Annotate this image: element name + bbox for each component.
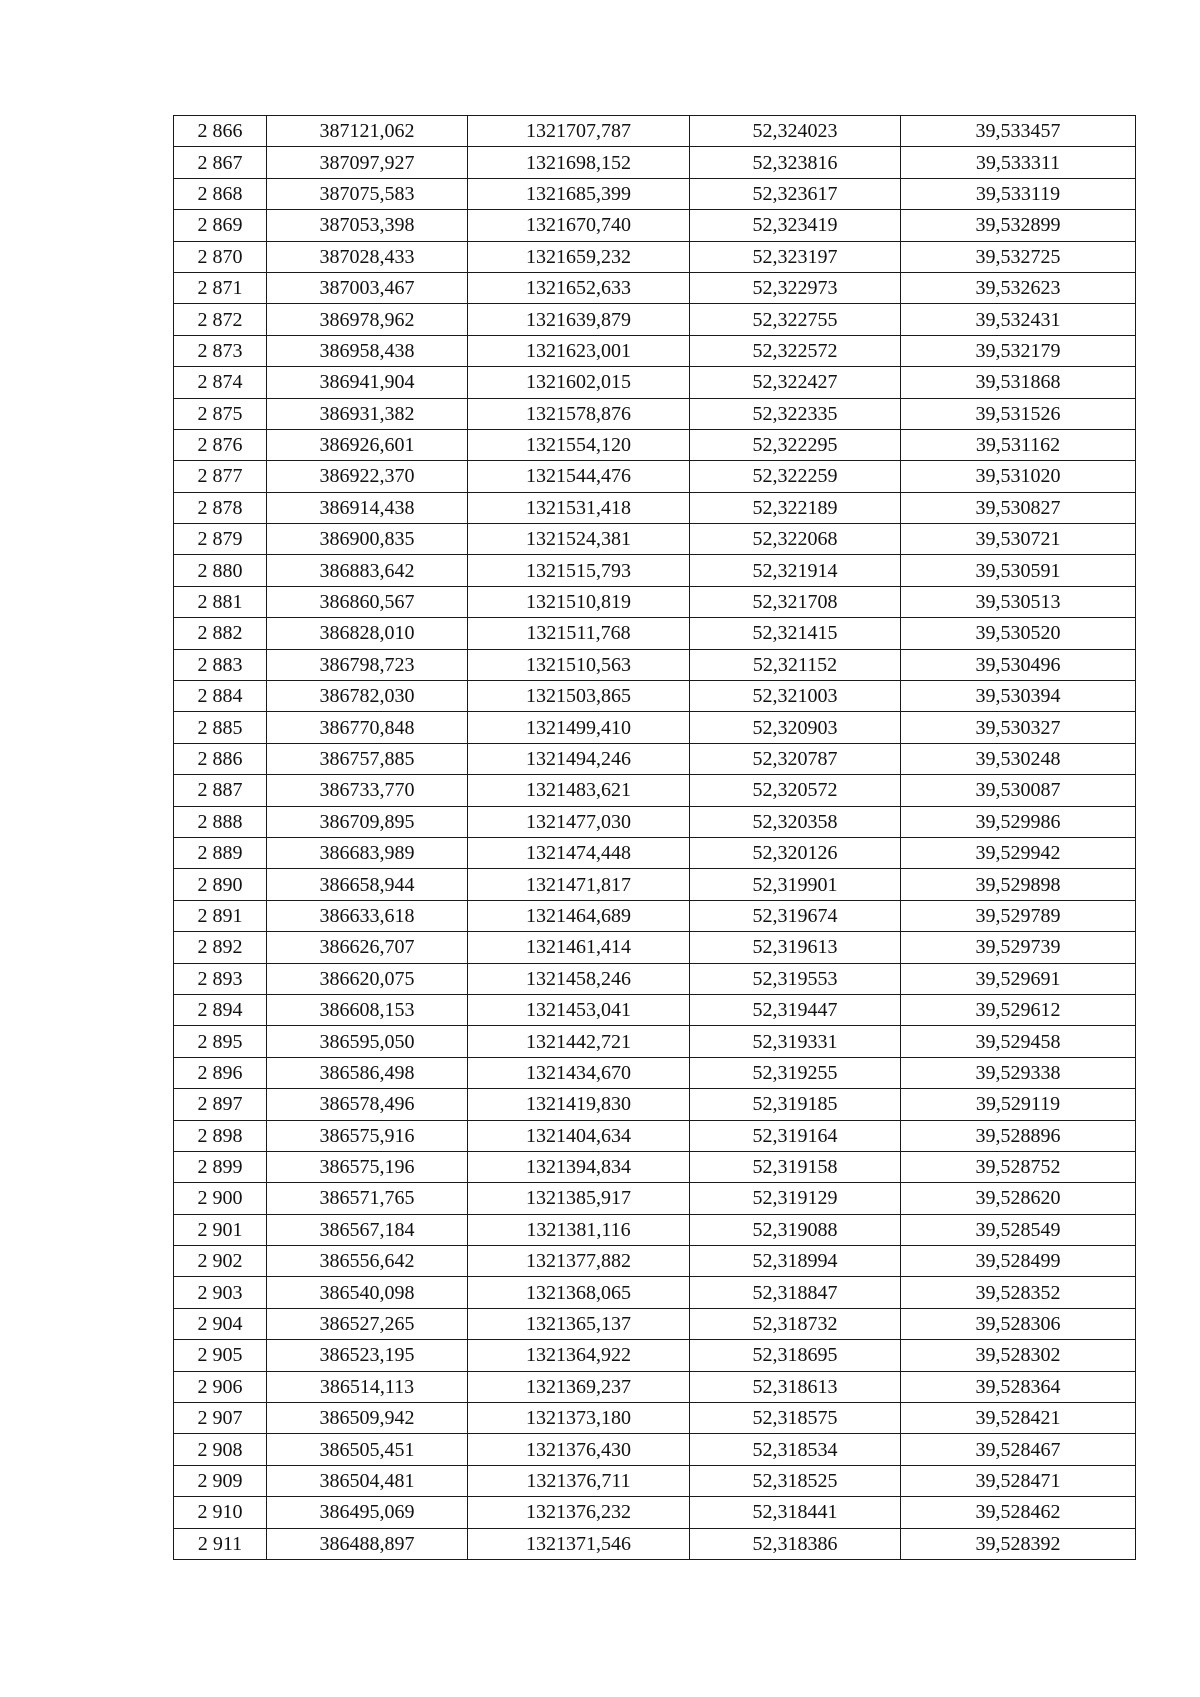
- point-number-cell: 2 903: [174, 1277, 267, 1308]
- longitude-cell: 39,530496: [901, 649, 1136, 680]
- latitude-cell: 52,318525: [690, 1465, 901, 1496]
- point-number-cell: 2 874: [174, 367, 267, 398]
- y-coordinate-cell: 1321510,563: [468, 649, 690, 680]
- table-row: [174, 335, 1136, 366]
- latitude-cell: 52,322259: [690, 461, 901, 492]
- longitude-cell: 39,528364: [901, 1371, 1136, 1402]
- longitude-cell: 39,528549: [901, 1214, 1136, 1245]
- y-coordinate-cell: 1321434,670: [468, 1057, 690, 1088]
- latitude-cell: 52,318732: [690, 1308, 901, 1339]
- y-coordinate-cell: 1321554,120: [468, 429, 690, 460]
- y-coordinate-cell: 1321483,621: [468, 775, 690, 806]
- x-coordinate-cell: 386828,010: [267, 618, 468, 649]
- point-number-cell: 2 909: [174, 1465, 267, 1496]
- table-row: [174, 241, 1136, 272]
- point-number-cell: 2 881: [174, 586, 267, 617]
- x-coordinate-cell: 386505,451: [267, 1434, 468, 1465]
- longitude-cell: 39,530513: [901, 586, 1136, 617]
- table-row: [174, 1057, 1136, 1088]
- latitude-cell: 52,318994: [690, 1246, 901, 1277]
- latitude-cell: 52,323816: [690, 147, 901, 178]
- y-coordinate-cell: 1321707,787: [468, 116, 690, 147]
- point-number-cell: 2 883: [174, 649, 267, 680]
- y-coordinate-cell: 1321659,232: [468, 241, 690, 272]
- longitude-cell: 39,528499: [901, 1246, 1136, 1277]
- latitude-cell: 52,318534: [690, 1434, 901, 1465]
- latitude-cell: 52,322572: [690, 335, 901, 366]
- latitude-cell: 52,320903: [690, 712, 901, 743]
- latitude-cell: 52,318386: [690, 1528, 901, 1559]
- y-coordinate-cell: 1321474,448: [468, 837, 690, 868]
- y-coordinate-cell: 1321368,065: [468, 1277, 690, 1308]
- x-coordinate-cell: 387003,467: [267, 272, 468, 303]
- x-coordinate-cell: 386922,370: [267, 461, 468, 492]
- longitude-cell: 39,529458: [901, 1026, 1136, 1057]
- table-row: [174, 1214, 1136, 1245]
- x-coordinate-cell: 386757,885: [267, 743, 468, 774]
- x-coordinate-cell: 386571,765: [267, 1183, 468, 1214]
- y-coordinate-cell: 1321364,922: [468, 1340, 690, 1371]
- latitude-cell: 52,321708: [690, 586, 901, 617]
- longitude-cell: 39,530827: [901, 492, 1136, 523]
- x-coordinate-cell: 386683,989: [267, 837, 468, 868]
- table-row: [174, 1183, 1136, 1214]
- point-number-cell: 2 895: [174, 1026, 267, 1057]
- point-number-cell: 2 876: [174, 429, 267, 460]
- y-coordinate-cell: 1321510,819: [468, 586, 690, 617]
- latitude-cell: 52,322189: [690, 492, 901, 523]
- x-coordinate-cell: 386941,904: [267, 367, 468, 398]
- x-coordinate-cell: 386782,030: [267, 681, 468, 712]
- longitude-cell: 39,529789: [901, 900, 1136, 931]
- table-row: [174, 1403, 1136, 1434]
- longitude-cell: 39,531868: [901, 367, 1136, 398]
- x-coordinate-cell: 386556,642: [267, 1246, 468, 1277]
- latitude-cell: 52,318441: [690, 1497, 901, 1528]
- latitude-cell: 52,322755: [690, 304, 901, 335]
- table-row: [174, 837, 1136, 868]
- longitude-cell: 39,533311: [901, 147, 1136, 178]
- latitude-cell: 52,324023: [690, 116, 901, 147]
- table-row: [174, 963, 1136, 994]
- table-row: [174, 492, 1136, 523]
- latitude-cell: 52,319674: [690, 900, 901, 931]
- y-coordinate-cell: 1321494,246: [468, 743, 690, 774]
- point-number-cell: 2 910: [174, 1497, 267, 1528]
- table-row: [174, 743, 1136, 774]
- longitude-cell: 39,531020: [901, 461, 1136, 492]
- point-number-cell: 2 885: [174, 712, 267, 743]
- longitude-cell: 39,530394: [901, 681, 1136, 712]
- longitude-cell: 39,529986: [901, 806, 1136, 837]
- y-coordinate-cell: 1321453,041: [468, 994, 690, 1025]
- point-number-cell: 2 871: [174, 272, 267, 303]
- y-coordinate-cell: 1321623,001: [468, 335, 690, 366]
- y-coordinate-cell: 1321381,116: [468, 1214, 690, 1245]
- table-row: [174, 1120, 1136, 1151]
- y-coordinate-cell: 1321461,414: [468, 932, 690, 963]
- table-row: [174, 1151, 1136, 1182]
- table-row: [174, 524, 1136, 555]
- y-coordinate-cell: 1321511,768: [468, 618, 690, 649]
- table-row: [174, 555, 1136, 586]
- point-number-cell: 2 875: [174, 398, 267, 429]
- point-number-cell: 2 872: [174, 304, 267, 335]
- x-coordinate-cell: 386733,770: [267, 775, 468, 806]
- longitude-cell: 39,528302: [901, 1340, 1136, 1371]
- table-row: [174, 586, 1136, 617]
- table-row: [174, 806, 1136, 837]
- x-coordinate-cell: 386926,601: [267, 429, 468, 460]
- x-coordinate-cell: 386914,438: [267, 492, 468, 523]
- y-coordinate-cell: 1321685,399: [468, 178, 690, 209]
- latitude-cell: 52,322973: [690, 272, 901, 303]
- longitude-cell: 39,528392: [901, 1528, 1136, 1559]
- latitude-cell: 52,319255: [690, 1057, 901, 1088]
- y-coordinate-cell: 1321503,865: [468, 681, 690, 712]
- y-coordinate-cell: 1321376,232: [468, 1497, 690, 1528]
- point-number-cell: 2 884: [174, 681, 267, 712]
- y-coordinate-cell: 1321442,721: [468, 1026, 690, 1057]
- longitude-cell: 39,528462: [901, 1497, 1136, 1528]
- y-coordinate-cell: 1321477,030: [468, 806, 690, 837]
- table-row: [174, 775, 1136, 806]
- latitude-cell: 52,318695: [690, 1340, 901, 1371]
- y-coordinate-cell: 1321639,879: [468, 304, 690, 335]
- longitude-cell: 39,531162: [901, 429, 1136, 460]
- table-row: [174, 1277, 1136, 1308]
- table-row: [174, 994, 1136, 1025]
- x-coordinate-cell: 386798,723: [267, 649, 468, 680]
- longitude-cell: 39,533119: [901, 178, 1136, 209]
- x-coordinate-cell: 386509,942: [267, 1403, 468, 1434]
- point-number-cell: 2 904: [174, 1308, 267, 1339]
- latitude-cell: 52,318613: [690, 1371, 901, 1402]
- longitude-cell: 39,528471: [901, 1465, 1136, 1496]
- table-row: [174, 461, 1136, 492]
- x-coordinate-cell: 386575,196: [267, 1151, 468, 1182]
- latitude-cell: 52,318575: [690, 1403, 901, 1434]
- x-coordinate-cell: 386626,707: [267, 932, 468, 963]
- longitude-cell: 39,529942: [901, 837, 1136, 868]
- latitude-cell: 52,319164: [690, 1120, 901, 1151]
- longitude-cell: 39,528306: [901, 1308, 1136, 1339]
- longitude-cell: 39,532725: [901, 241, 1136, 272]
- y-coordinate-cell: 1321652,633: [468, 272, 690, 303]
- x-coordinate-cell: 386527,265: [267, 1308, 468, 1339]
- longitude-cell: 39,530520: [901, 618, 1136, 649]
- longitude-cell: 39,529612: [901, 994, 1136, 1025]
- longitude-cell: 39,528467: [901, 1434, 1136, 1465]
- x-coordinate-cell: 386540,098: [267, 1277, 468, 1308]
- table-row: [174, 1026, 1136, 1057]
- x-coordinate-cell: 386658,944: [267, 869, 468, 900]
- longitude-cell: 39,530087: [901, 775, 1136, 806]
- point-number-cell: 2 869: [174, 210, 267, 241]
- x-coordinate-cell: 386770,848: [267, 712, 468, 743]
- point-number-cell: 2 899: [174, 1151, 267, 1182]
- x-coordinate-cell: 386514,113: [267, 1371, 468, 1402]
- longitude-cell: 39,529739: [901, 932, 1136, 963]
- point-number-cell: 2 900: [174, 1183, 267, 1214]
- x-coordinate-cell: 386958,438: [267, 335, 468, 366]
- longitude-cell: 39,528620: [901, 1183, 1136, 1214]
- y-coordinate-cell: 1321376,430: [468, 1434, 690, 1465]
- y-coordinate-cell: 1321369,237: [468, 1371, 690, 1402]
- point-number-cell: 2 902: [174, 1246, 267, 1277]
- latitude-cell: 52,319331: [690, 1026, 901, 1057]
- x-coordinate-cell: 386620,075: [267, 963, 468, 994]
- point-number-cell: 2 867: [174, 147, 267, 178]
- x-coordinate-cell: 387053,398: [267, 210, 468, 241]
- point-number-cell: 2 866: [174, 116, 267, 147]
- latitude-cell: 52,319088: [690, 1214, 901, 1245]
- y-coordinate-cell: 1321524,381: [468, 524, 690, 555]
- y-coordinate-cell: 1321544,476: [468, 461, 690, 492]
- y-coordinate-cell: 1321373,180: [468, 1403, 690, 1434]
- y-coordinate-cell: 1321602,015: [468, 367, 690, 398]
- latitude-cell: 52,322335: [690, 398, 901, 429]
- table-row: [174, 1465, 1136, 1496]
- x-coordinate-cell: 386567,184: [267, 1214, 468, 1245]
- latitude-cell: 52,319447: [690, 994, 901, 1025]
- latitude-cell: 52,318847: [690, 1277, 901, 1308]
- y-coordinate-cell: 1321531,418: [468, 492, 690, 523]
- x-coordinate-cell: 386504,481: [267, 1465, 468, 1496]
- x-coordinate-cell: 386860,567: [267, 586, 468, 617]
- point-number-cell: 2 879: [174, 524, 267, 555]
- latitude-cell: 52,323419: [690, 210, 901, 241]
- x-coordinate-cell: 386488,897: [267, 1528, 468, 1559]
- longitude-cell: 39,528352: [901, 1277, 1136, 1308]
- point-number-cell: 2 894: [174, 994, 267, 1025]
- table-row: [174, 869, 1136, 900]
- point-number-cell: 2 908: [174, 1434, 267, 1465]
- table-row: [174, 1246, 1136, 1277]
- x-coordinate-cell: 387097,927: [267, 147, 468, 178]
- latitude-cell: 52,323617: [690, 178, 901, 209]
- x-coordinate-cell: 387075,583: [267, 178, 468, 209]
- longitude-cell: 39,530248: [901, 743, 1136, 774]
- table-row: [174, 178, 1136, 209]
- coordinates-table: [173, 115, 1136, 1560]
- longitude-cell: 39,530591: [901, 555, 1136, 586]
- longitude-cell: 39,528421: [901, 1403, 1136, 1434]
- x-coordinate-cell: 386931,382: [267, 398, 468, 429]
- latitude-cell: 52,319901: [690, 869, 901, 900]
- x-coordinate-cell: 386978,962: [267, 304, 468, 335]
- table-row: [174, 649, 1136, 680]
- table-row: [174, 1340, 1136, 1371]
- x-coordinate-cell: 386883,642: [267, 555, 468, 586]
- latitude-cell: 52,319129: [690, 1183, 901, 1214]
- longitude-cell: 39,532431: [901, 304, 1136, 335]
- y-coordinate-cell: 1321404,634: [468, 1120, 690, 1151]
- longitude-cell: 39,528752: [901, 1151, 1136, 1182]
- point-number-cell: 2 887: [174, 775, 267, 806]
- y-coordinate-cell: 1321458,246: [468, 963, 690, 994]
- y-coordinate-cell: 1321385,917: [468, 1183, 690, 1214]
- table-row: [174, 900, 1136, 931]
- latitude-cell: 52,320572: [690, 775, 901, 806]
- point-number-cell: 2 896: [174, 1057, 267, 1088]
- point-number-cell: 2 880: [174, 555, 267, 586]
- point-number-cell: 2 878: [174, 492, 267, 523]
- latitude-cell: 52,319553: [690, 963, 901, 994]
- x-coordinate-cell: 387028,433: [267, 241, 468, 272]
- y-coordinate-cell: 1321365,137: [468, 1308, 690, 1339]
- x-coordinate-cell: 386900,835: [267, 524, 468, 555]
- point-number-cell: 2 897: [174, 1089, 267, 1120]
- x-coordinate-cell: 386586,498: [267, 1057, 468, 1088]
- latitude-cell: 52,319613: [690, 932, 901, 963]
- longitude-cell: 39,532623: [901, 272, 1136, 303]
- longitude-cell: 39,532179: [901, 335, 1136, 366]
- table-row: [174, 398, 1136, 429]
- table-row: [174, 681, 1136, 712]
- latitude-cell: 52,321003: [690, 681, 901, 712]
- y-coordinate-cell: 1321578,876: [468, 398, 690, 429]
- y-coordinate-cell: 1321464,689: [468, 900, 690, 931]
- latitude-cell: 52,319158: [690, 1151, 901, 1182]
- table-row: [174, 210, 1136, 241]
- y-coordinate-cell: 1321471,817: [468, 869, 690, 900]
- point-number-cell: 2 870: [174, 241, 267, 272]
- latitude-cell: 52,322295: [690, 429, 901, 460]
- latitude-cell: 52,320358: [690, 806, 901, 837]
- point-number-cell: 2 905: [174, 1340, 267, 1371]
- table-row: [174, 304, 1136, 335]
- table-row: [174, 1308, 1136, 1339]
- table-row: [174, 1089, 1136, 1120]
- x-coordinate-cell: 386575,916: [267, 1120, 468, 1151]
- longitude-cell: 39,532899: [901, 210, 1136, 241]
- latitude-cell: 52,320787: [690, 743, 901, 774]
- point-number-cell: 2 882: [174, 618, 267, 649]
- point-number-cell: 2 889: [174, 837, 267, 868]
- point-number-cell: 2 868: [174, 178, 267, 209]
- longitude-cell: 39,530327: [901, 712, 1136, 743]
- point-number-cell: 2 901: [174, 1214, 267, 1245]
- point-number-cell: 2 911: [174, 1528, 267, 1559]
- x-coordinate-cell: 386523,195: [267, 1340, 468, 1371]
- latitude-cell: 52,320126: [690, 837, 901, 868]
- y-coordinate-cell: 1321376,711: [468, 1465, 690, 1496]
- longitude-cell: 39,529691: [901, 963, 1136, 994]
- x-coordinate-cell: 386595,050: [267, 1026, 468, 1057]
- table-row: [174, 618, 1136, 649]
- longitude-cell: 39,529119: [901, 1089, 1136, 1120]
- longitude-cell: 39,529898: [901, 869, 1136, 900]
- point-number-cell: 2 888: [174, 806, 267, 837]
- point-number-cell: 2 906: [174, 1371, 267, 1402]
- table-row: [174, 272, 1136, 303]
- latitude-cell: 52,322068: [690, 524, 901, 555]
- point-number-cell: 2 892: [174, 932, 267, 963]
- y-coordinate-cell: 1321515,793: [468, 555, 690, 586]
- point-number-cell: 2 890: [174, 869, 267, 900]
- table-row: [174, 367, 1136, 398]
- table-row: [174, 429, 1136, 460]
- y-coordinate-cell: 1321419,830: [468, 1089, 690, 1120]
- x-coordinate-cell: 386608,153: [267, 994, 468, 1025]
- table-row: [174, 932, 1136, 963]
- x-coordinate-cell: 386633,618: [267, 900, 468, 931]
- table-row: [174, 712, 1136, 743]
- y-coordinate-cell: 1321377,882: [468, 1246, 690, 1277]
- longitude-cell: 39,533457: [901, 116, 1136, 147]
- point-number-cell: 2 886: [174, 743, 267, 774]
- y-coordinate-cell: 1321371,546: [468, 1528, 690, 1559]
- point-number-cell: 2 873: [174, 335, 267, 366]
- y-coordinate-cell: 1321698,152: [468, 147, 690, 178]
- longitude-cell: 39,528896: [901, 1120, 1136, 1151]
- x-coordinate-cell: 386495,069: [267, 1497, 468, 1528]
- longitude-cell: 39,530721: [901, 524, 1136, 555]
- point-number-cell: 2 891: [174, 900, 267, 931]
- y-coordinate-cell: 1321394,834: [468, 1151, 690, 1182]
- x-coordinate-cell: 386709,895: [267, 806, 468, 837]
- table-row: [174, 1497, 1136, 1528]
- table-row: [174, 1528, 1136, 1559]
- point-number-cell: 2 877: [174, 461, 267, 492]
- x-coordinate-cell: 386578,496: [267, 1089, 468, 1120]
- latitude-cell: 52,322427: [690, 367, 901, 398]
- table-row: [174, 147, 1136, 178]
- latitude-cell: 52,321152: [690, 649, 901, 680]
- y-coordinate-cell: 1321499,410: [468, 712, 690, 743]
- x-coordinate-cell: 387121,062: [267, 116, 468, 147]
- table-row: [174, 116, 1136, 147]
- point-number-cell: 2 893: [174, 963, 267, 994]
- longitude-cell: 39,529338: [901, 1057, 1136, 1088]
- point-number-cell: 2 898: [174, 1120, 267, 1151]
- table-row: [174, 1371, 1136, 1402]
- point-number-cell: 2 907: [174, 1403, 267, 1434]
- latitude-cell: 52,323197: [690, 241, 901, 272]
- latitude-cell: 52,321914: [690, 555, 901, 586]
- latitude-cell: 52,321415: [690, 618, 901, 649]
- table-row: [174, 1434, 1136, 1465]
- longitude-cell: 39,531526: [901, 398, 1136, 429]
- y-coordinate-cell: 1321670,740: [468, 210, 690, 241]
- coordinates-table-body: [174, 116, 1136, 1560]
- latitude-cell: 52,319185: [690, 1089, 901, 1120]
